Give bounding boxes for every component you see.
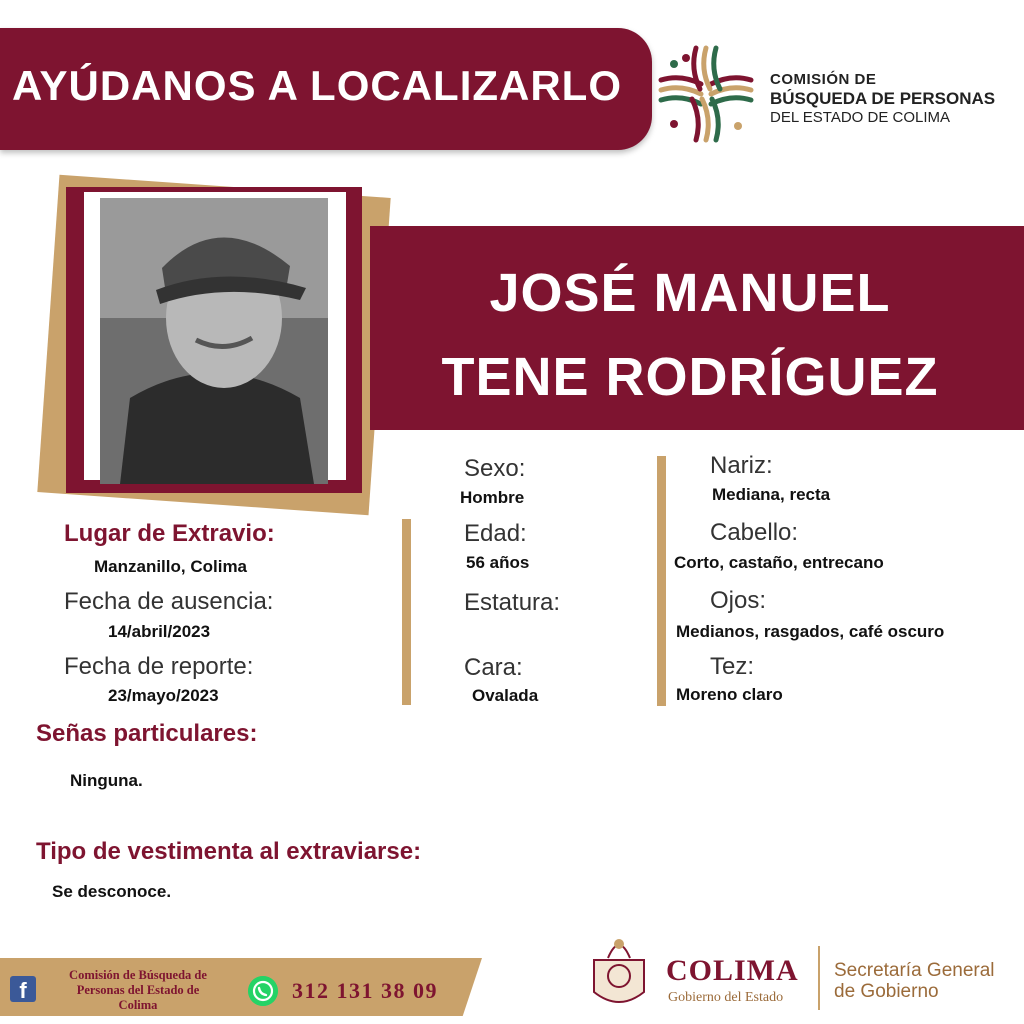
commission-logo-icon: [656, 44, 756, 144]
person-photo-illustration: [100, 198, 328, 484]
footer-separator: [818, 946, 820, 1010]
person-photo: [100, 198, 328, 484]
commission-name-line2: BÚSQUEDA DE PERSONAS: [770, 89, 996, 108]
whatsapp-icon[interactable]: [248, 976, 278, 1006]
reporte-label: Fecha de reporte:: [64, 653, 254, 680]
secretaria-line1: Secretaría General: [834, 960, 995, 981]
footer-org-line3: Colima: [118, 998, 158, 1012]
contact-phone[interactable]: 312 131 38 09: [292, 978, 438, 1003]
lugar-label: Lugar de Extravio:: [64, 520, 275, 547]
footer-org-line2: Personas del Estado de: [76, 983, 200, 997]
estatura-label: Estatura:: [464, 589, 561, 616]
divider-right: [657, 456, 666, 706]
vestimenta-label: Tipo de vestimenta al extraviarse:: [36, 838, 422, 865]
senas-value: Ninguna.: [70, 771, 143, 790]
commission-name: [770, 70, 995, 127]
sexo-label: Sexo:: [464, 455, 526, 482]
person-name-line1: JOSÉ MANUEL: [489, 263, 891, 323]
lugar-value: Manzanillo, Colima: [94, 557, 248, 576]
tez-value: Moreno claro: [676, 685, 783, 704]
banner-title: AYÚDANOS A LOCALIZARLO: [12, 62, 622, 109]
cabello-value: Corto, castaño, entrecano: [674, 553, 884, 572]
colima-wordmark: COLIMA: [666, 954, 799, 987]
secretaria-line2: de Gobierno: [834, 981, 939, 1002]
tez-label: Tez:: [710, 653, 755, 680]
nariz-label: Nariz:: [710, 452, 773, 479]
cara-label: Cara:: [464, 654, 523, 681]
divider-left: [402, 519, 411, 705]
secretaria-general: [834, 960, 995, 1002]
ojos-label: Ojos:: [710, 587, 767, 614]
cara-value: Ovalada: [472, 686, 539, 705]
reporte-value: 23/mayo/2023: [108, 686, 219, 705]
sexo-value: Hombre: [460, 488, 525, 507]
colima-seal-icon: [586, 930, 652, 1014]
ausencia-value: 14/abril/2023: [108, 622, 211, 641]
ausencia-label: Fecha de ausencia:: [64, 588, 274, 615]
cabello-label: Cabello:: [710, 519, 799, 546]
senas-label: Señas particulares:: [36, 720, 258, 747]
footer-org-line1: Comisión de Búsqueda de: [69, 968, 207, 982]
nariz-value: Mediana, recta: [712, 485, 831, 504]
person-name-line2: TENE RODRÍGUEZ: [441, 347, 939, 407]
commission-name-line3: DEL ESTADO DE COLIMA: [770, 109, 951, 126]
commission-name-line1: COMISIÓN DE: [770, 71, 877, 88]
edad-value: 56 años: [466, 553, 530, 572]
gobierno-del-estado: Gobierno del Estado: [668, 990, 784, 1005]
edad-label: Edad:: [464, 520, 527, 547]
vestimenta-value: Se desconoce.: [52, 882, 172, 901]
facebook-icon[interactable]: f: [10, 976, 36, 1002]
ojos-value: Medianos, rasgados, café oscuro: [676, 622, 945, 641]
footer-commission-name: [38, 968, 238, 1013]
